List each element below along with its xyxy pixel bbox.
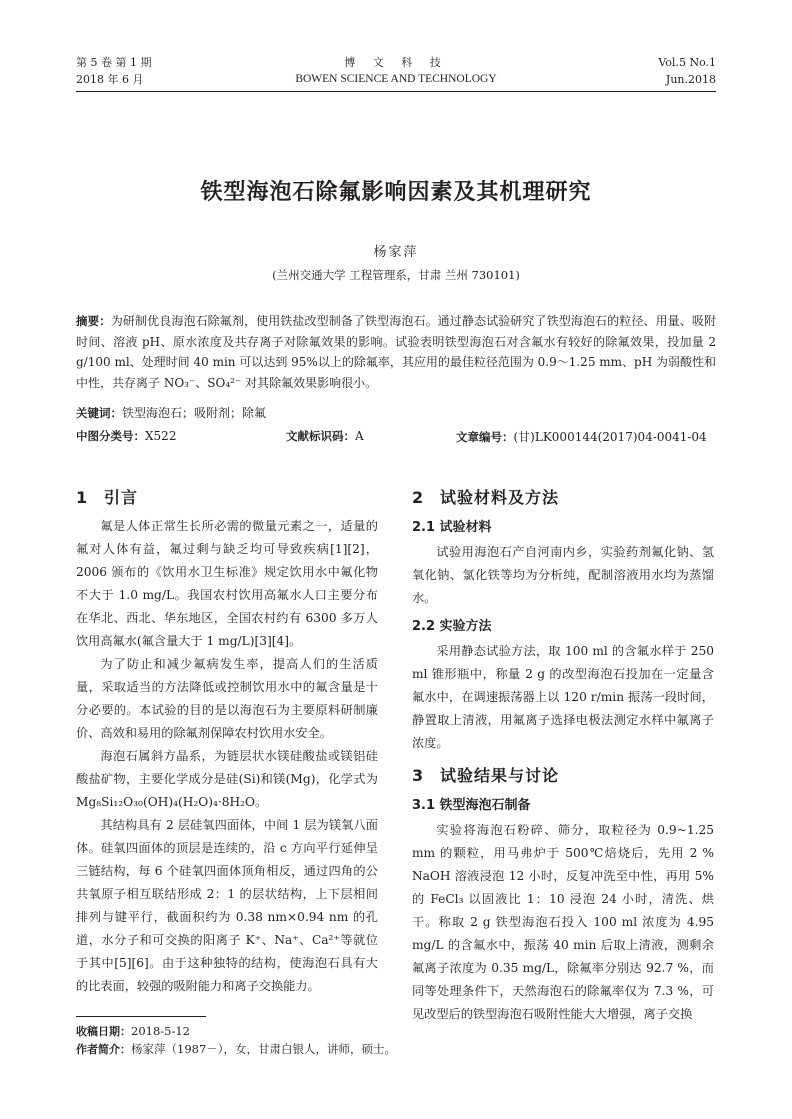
section-2-number: 2: [412, 488, 425, 507]
materials-paragraph: 试验用海泡石产自河南内乡，实验药剂氟化钠、氢氧化钠、氯化铁等均为分析纯，配制溶液用水均为蒸馏水。: [412, 545, 714, 605]
author-bio-label: 作者简介：: [76, 1043, 131, 1056]
journal-name-en: BOWEN SCIENCE AND TECHNOLOGY: [295, 73, 497, 85]
abstract: [76, 311, 716, 393]
header-rule: [76, 91, 716, 92]
article-number-value: (甘)LK000144(2017)04-0041-04: [513, 430, 707, 444]
paper-title: 铁型海泡石除氟影响因素及其机理研究: [200, 179, 592, 205]
received-date: [76, 1022, 190, 1041]
intro-paragraph-2: 为了防止和减少氟病发生率，提高人们的生活质量，采取适当的方法降低或控制饮用水中的氟含量是十分必要的。本试验的目的是以海泡石为主要原料研制廉价、高效和易用的除氟剂保障农村饮用水安全。: [76, 657, 378, 740]
keywords-text: 铁型海泡石；吸附剂；除氟: [122, 406, 267, 420]
keywords-label: 关键词：: [76, 406, 122, 420]
intro-paragraph-4: 其结构具有 2 层硅氧四面体，中间 1 层为镁氧八面体。硅氧四面体的顶层是连续的，沿 c 方向平行延伸呈三链结构，每 6 个硅氧四面体顶角相反，通过四角的公共氧原子相互联结形成 2：1 的层状结构，上下层相间排列与键平行，截面积约为 0.38 nm×0.94 nm 的孔道，水分子和可交换的阳离子 K⁺、Na⁺、Ca²⁺等就位于其中[5][6]。由于这种独特的结构，使海泡石具有大的比表面，较强的吸附能力和离子交换能力。: [76, 818, 378, 993]
clc-number: [76, 428, 176, 444]
footnote-rule: [76, 1016, 206, 1017]
right-column: [412, 483, 714, 1026]
section-2-title: 试验材料及方法: [440, 488, 560, 507]
section-1-heading: [76, 483, 378, 513]
section-3-title: 试验结果与讨论: [440, 766, 560, 785]
article-number: [456, 428, 707, 445]
section-1-title: 引言: [104, 488, 139, 507]
section-3-number: 3: [412, 766, 425, 785]
preparation-paragraph: 实验将海泡石粉碎、筛分，取粒径为 0.9~1.25 mm 的颗粒，用马弗炉于 500℃焙烧后，先用 2 % NaOH 溶液浸泡 12 小时，反复冲洗至中性，再用 5% 的 FeCl₃ 以固液比 1：10 浸泡 24 小时，清洗、烘干。称取 2 g 铁型海泡石投入 100 ml 浓度为 4.95 mg/L 的含氟水中，振荡 40 min 后取上清液，测剩余氟离子浓度为 0.35 mg/L，除氟率分别达 92.7 %，而同等处理条件下，天然海泡石的除氟率仅为 7.3 %，可见改型后的铁型海泡石吸附性能大大增强，离子交换: [412, 823, 714, 1021]
subsection-2-2-heading: 2.2 实验方法: [412, 619, 492, 634]
methods-paragraph: 采用静态试验方法，取 100 ml 的含氟水样于 250 ml 锥形瓶中，称量 2 g 的改型海泡石投加在一定量含氟水中，在调速振荡器上以 120 r/min 振荡一段时间，静置取上清液，用氟离子选择电极法测定水样中氟离子浓度。: [412, 644, 714, 750]
abstract-text: 为研制优良海泡石除氟剂，使用铁盐改型制备了铁型海泡石。通过静态试验研究了铁型海泡石的粒径、用量、吸附时间、溶液 pH、原水浓度及共存离子对除氟效果的影响。试验表明铁型海泡石对含氟水有较好的除氟效果，投加量 2 g/100 ml、处理时间 40 min 可以达到 95%以上的除氟率，其应用的最佳粒径范围为 0.9～1.25 mm、pH 为弱酸性和中性，共存离子 NO₃⁻、SO₄²⁻ 对其除氟效果影响很小。: [76, 314, 717, 390]
journal-volume-info-en: [658, 54, 716, 88]
author-affiliation: (兰州交通大学 工程管理系，甘肃 兰州 730101): [272, 268, 520, 282]
section-1-number: 1: [76, 488, 89, 507]
author-name: 杨家萍: [373, 245, 419, 260]
issue-date-en: Jun.2018: [665, 73, 716, 86]
issue-date: 2018 年 6 月: [76, 73, 144, 86]
journal-name-cn: 博 文 科 技: [344, 56, 448, 69]
subsection-3-1-heading: 3.1 铁型海泡石制备: [412, 798, 531, 813]
section-2-heading: [412, 483, 714, 513]
section-3-heading: [412, 761, 714, 791]
intro-paragraph-1: 氟是人体正常生长所必需的微量元素之一，适量的氟对人体有益，氟过剩与缺乏均可导致疾病[1][2]，2006 颁布的《饮用水卫生标准》规定饮用水中氟化物不大于 1.0 mg/L。我国农村饮用高氟水人口主要分布在华北、西北、华东地区，全国农村约有 6300 多万人饮用高氟水(氟含量大于 1 mg/L)[3][4]。: [76, 519, 378, 648]
intro-paragraph-3: 海泡石属斜方晶系，为链层状水镁硅酸盐或镁铝硅酸盐矿物，主要化学成分是硅(Si)和镁(Mg)，化学式为 Mg₈Si₁₂O₃₀(OH)₄(H₂O)₄·8H₂O。: [76, 749, 378, 809]
document-code: [286, 428, 364, 444]
abstract-label: 摘要：: [76, 314, 111, 328]
received-value: 2018-5-12: [131, 1024, 190, 1038]
subsection-2-1-heading: 2.1 试验材料: [412, 520, 492, 535]
author-bio-text: 杨家萍（1987－），女，甘肃白银人，讲师，硕士。: [131, 1042, 397, 1056]
article-number-label: 文章编号：: [456, 430, 514, 444]
volume-issue: 第 5 卷 第 1 期: [76, 56, 152, 69]
clc-label: 中图分类号：: [76, 429, 145, 443]
author-bio: [76, 1040, 396, 1059]
doc-code-label: 文献标识码：: [286, 429, 355, 443]
doc-code-value: A: [355, 429, 364, 443]
clc-value: X522: [145, 429, 177, 443]
received-label: 收稿日期：: [76, 1025, 131, 1038]
volume-issue-en: Vol.5 No.1: [658, 56, 716, 69]
keywords: [76, 404, 266, 421]
left-column: [76, 483, 378, 998]
